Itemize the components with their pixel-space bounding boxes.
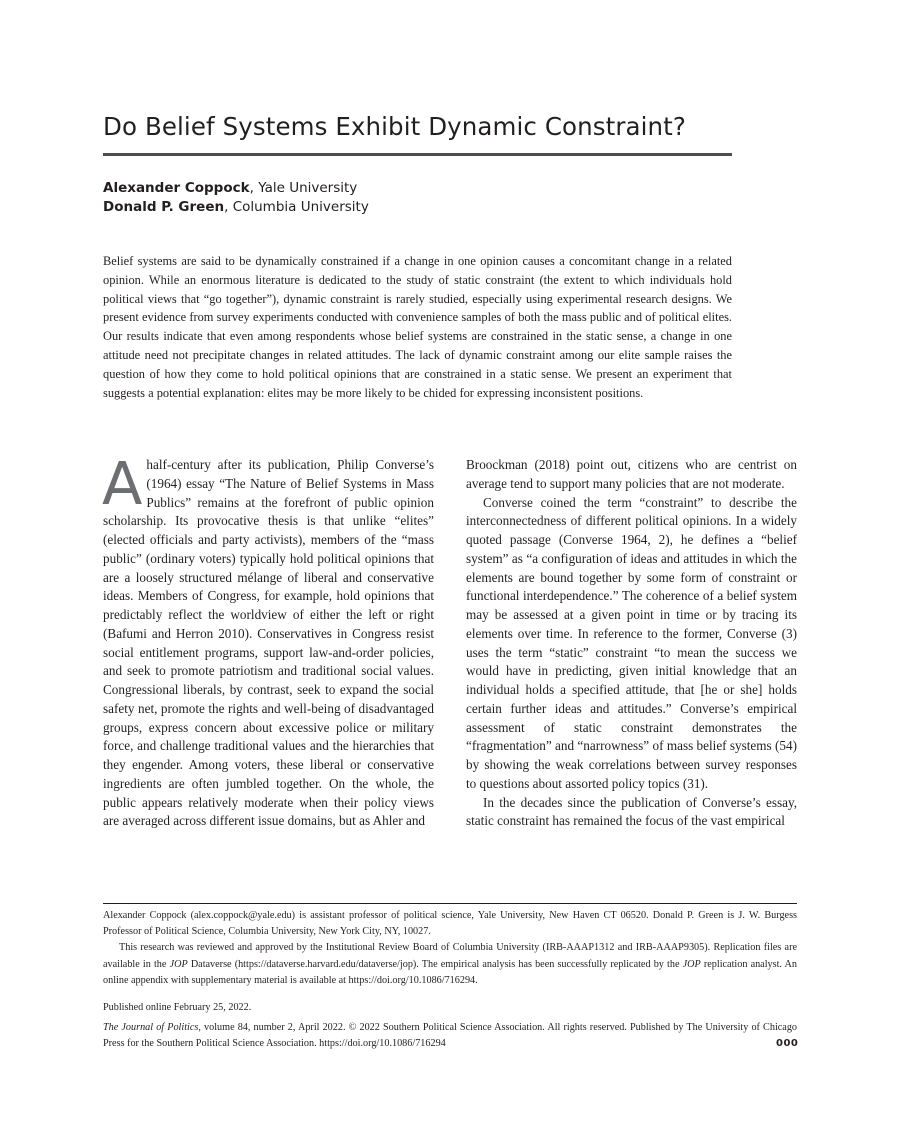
author-name: Donald P. Green [103,199,225,215]
journal-info [103,1020,797,1052]
drop-cap: A [102,449,143,518]
research-note [103,940,797,989]
body-paragraph: Broockman (2018) point out, citizens who are centrist on average tend to support many policies that are not moderate. [466,457,797,491]
author-line [103,179,723,198]
body-paragraph: In the decades since the publication of Converse’s essay, static constraint has remained the focus of the vast empirical [466,794,797,829]
journal-abbrev: JOP [682,958,701,970]
note-text: replication analyst. An online appendix with supplementary material is available at https://doi.org/10.1086/716294. [103,958,797,986]
abstract: Belief systems are said to be dynamically constrained if a change in one opinion causes a concomitant change in a related opinion. While an enormous literature is dedicated to the study of static constraint (the extent to which individuals hold political views that “go together”), dynamic constraint is rarely studied, especially using experimental research designs. We present evidence from survey experiments conducted with convenience samples of both the mass public and of political elites. Our results indicate that even among respondents whose belief systems are constrained in the static sense, a change in one attitude need not precipitate changes in related attitudes. The lack of dynamic constraint among our elite sample raises the question of how they come to hold political opinions that are constrained in a static sense. We present an experiment that suggests a potential explanation: elites may be more likely to be chided for expressing inconsistent positions. [103,254,732,400]
author-name: Alexander Coppock [103,180,250,196]
author-affiliation: , Columbia University [224,199,369,215]
author-affiliation: , Yale University [249,180,358,196]
author-note: Alexander Coppock (alex.coppock@yale.edu) is assistant professor of political science, Yale University, New Haven CT 06520. Donald P. Green is J. W. Burgess Professor of Political Science, Columbia University, New York City, NY, 10027. [103,910,797,938]
journal-name: The Journal of Politics [103,1022,199,1033]
body-paragraph: Converse coined the term “constraint” to describe the interconnectedness of different political opinions. In a widely quoted passage (Converse 1964, 2), he defines a “belief system” as “a configuration of ideas and attitudes in which the elements are bound together by some form of constraint or functional interdependence.” The coherence of a belief system may be assessed at a given point in time or by tracing its elements over time. In reference to the former, Converse (3) uses the term “static” constraint “to mean the success we would have in predicting, given initial knowledge that an individual holds a specified attitude, that [he or she] holds certain further ideas and attitudes.” Converse’s empirical assessment of static constraint demonstrates the “fragmentation” and “narrowness” of mass belief systems (54) by showing the weak correlations between survey responses to questions about assorted policy topics (31). [466,494,797,791]
journal-abbrev: JOP [169,958,188,970]
author-line [103,198,723,217]
journal-details: , volume 84, number 2, April 2022. © 2022 Southern Political Science Association. All rights reserved. Published by The University of Chicago Press for the Southern Political Science Association. https://doi.org/10.1086/716294 [103,1022,798,1050]
note-text: Dataverse (https://dataverse.harvard.edu/dataverse/jop). The empirical analysis has been successfully replicated by the [187,958,683,970]
note-text: This research was reviewed and approved by the Institutional Review Board of Columbia University (IRB-AAAP1312 and IRB-AAAP9305). Replication files are available in the [103,942,797,970]
author-list [103,179,723,217]
body-column-left [102,449,434,831]
paragraph-text: half-century after its publication, Philip Converse’s (1964) essay “The Nature of Belief Systems in Mass Publics” remains at the forefront of public opinion scholarship. Its provocative thesis is that unlike “elites” (elected officials and party activists), members of the “mass public” (ordinary voters) typically hold political opinions that are a loosely structured mélange of liberal and conservative ideas. Members of Congress, for example, hold opinions that predictably reflect the worldview of either the left or right (Bafumi and Herron 2010). Conservatives in Congress resist social entitlement programs, support law-and-order policies, and seek to promote patriotism and traditional social values. Congressional liberals, by contrast, seek to expand the social safety net, promote the rights and well-being of disadvantaged groups, express concern about excessive police or military force, and challenge traditional values and the hierarchies that they engender. Among voters, these liberal or conservative ingredients are often jumbled together. On the whole, the public appears relatively moderate when their policy views are averaged across different issue domains, but as Ahler and [103,457,434,829]
footnotes [103,908,797,989]
title-divider [103,153,732,156]
body-paragraph [102,449,434,831]
footnote-divider [103,903,797,904]
page-number: 000 [776,1038,799,1049]
body-column-right [466,456,797,831]
published-date: Published online February 25, 2022. [103,1002,252,1013]
article-title: Do Belief Systems Exhibit Dynamic Constraint? [103,112,686,141]
